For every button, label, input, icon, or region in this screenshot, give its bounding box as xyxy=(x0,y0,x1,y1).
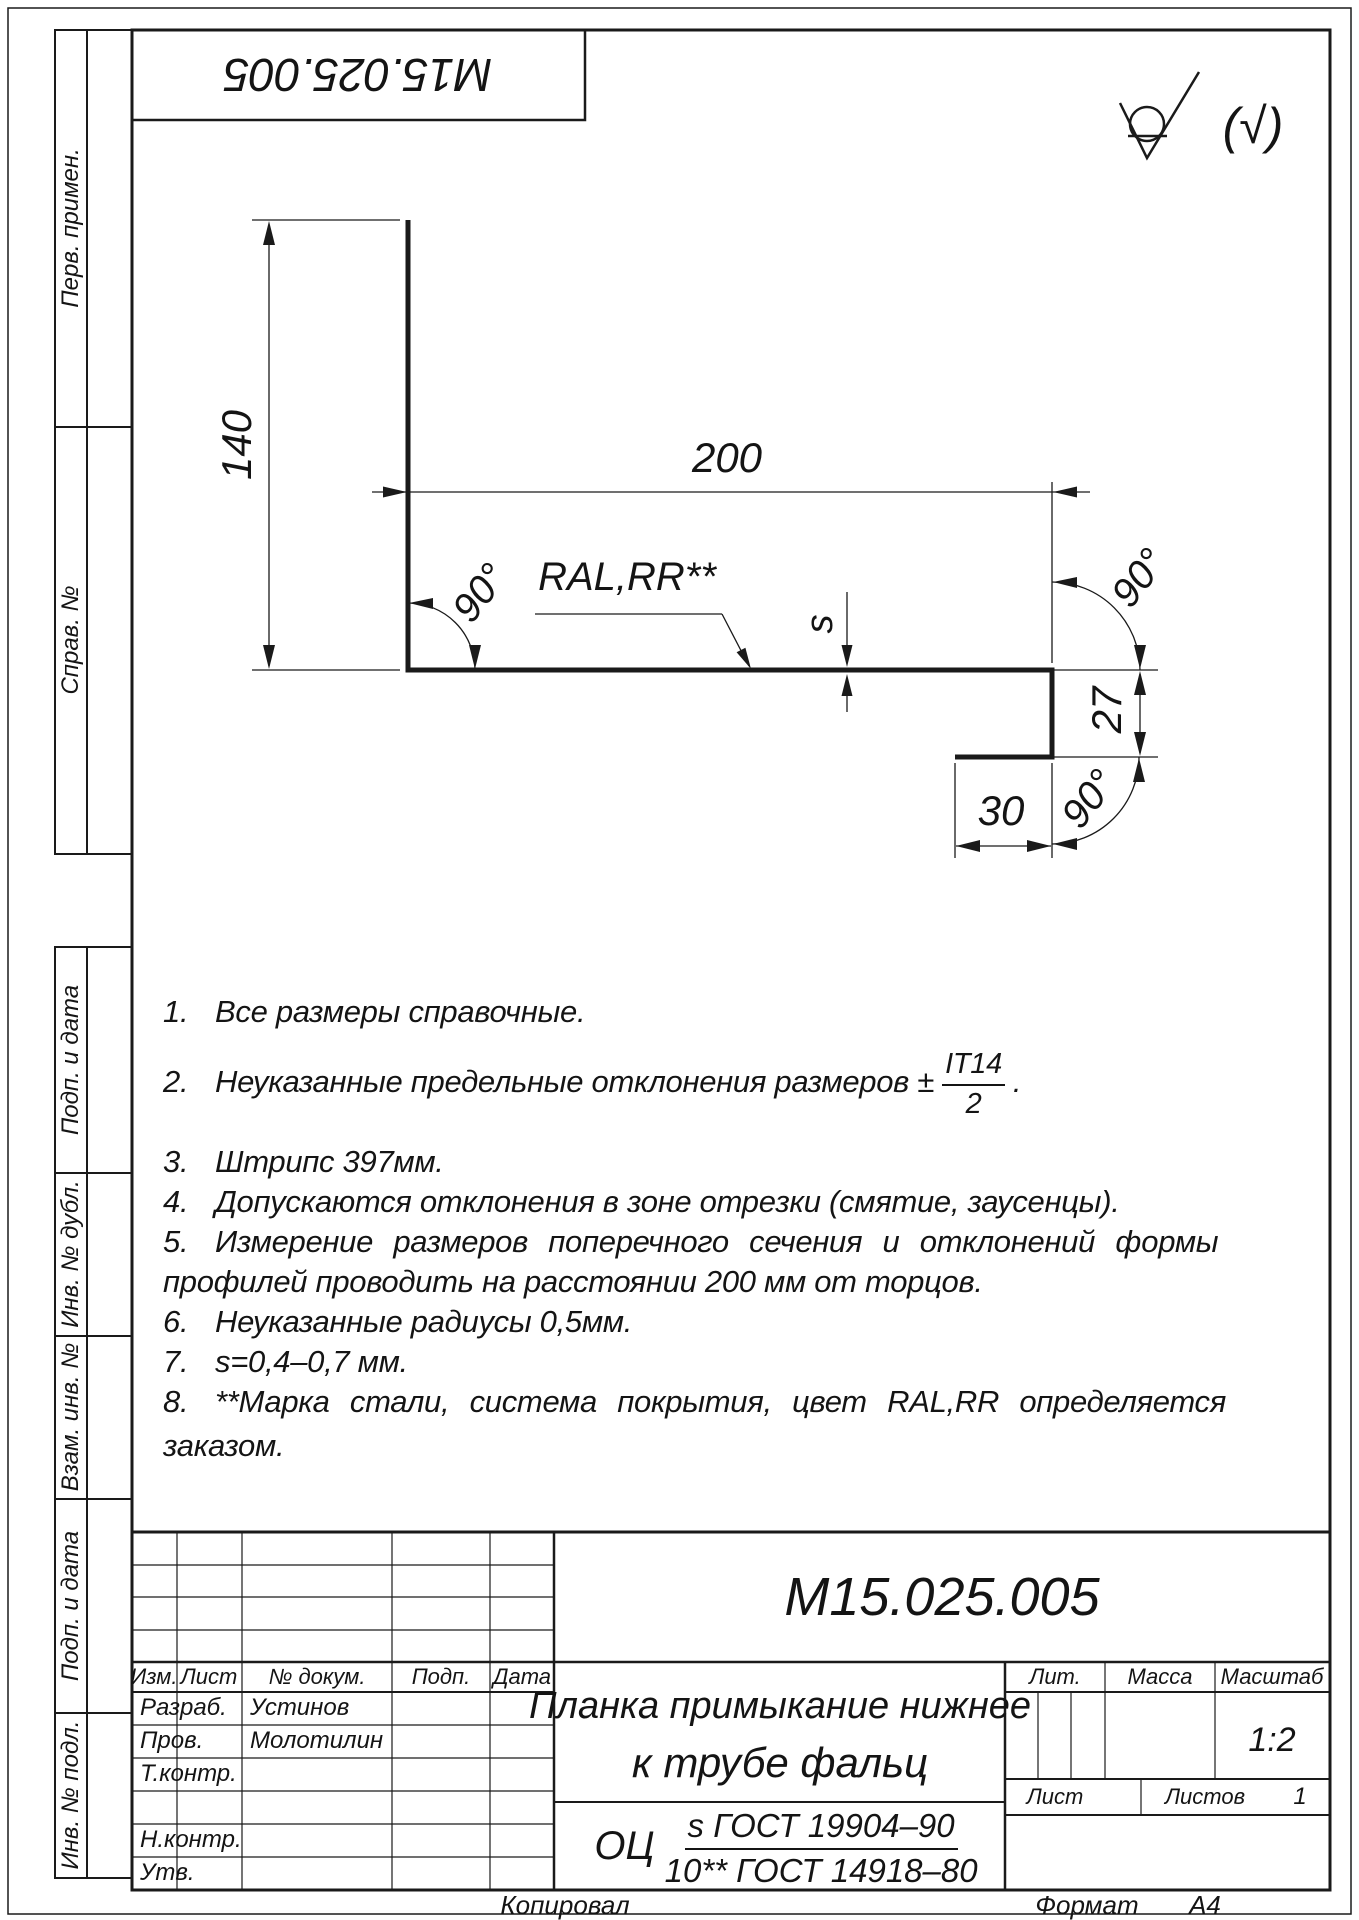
row-tkontr-label: Т.контр. xyxy=(140,1760,237,1787)
margin-label-vzam-inv: Взам. инв. № xyxy=(57,1342,84,1492)
designation: М15.025.005 xyxy=(784,1567,1100,1627)
col-izm: Изм. xyxy=(130,1664,178,1689)
profile-outline xyxy=(408,220,1052,757)
dim-27-label: 27 xyxy=(1083,686,1130,734)
note-7: 7. s=0,4–0,7 мм. xyxy=(163,1344,408,1379)
outer-border xyxy=(8,8,1351,1914)
row-nkontr-label: Н.контр. xyxy=(140,1826,242,1853)
lit-label: Лит. xyxy=(1029,1664,1081,1689)
margin-label-podp-data-2: Подп. и дата xyxy=(57,1530,84,1682)
note-5-cont: профилей проводить на расстоянии 200 мм от торцов. xyxy=(163,1264,983,1299)
note-8: 8. **Марка стали, система покрытия, цвет RAL,RR определяется xyxy=(163,1384,1226,1419)
material-fraction: $\frac{\text{s ГОСТ 19904–90}}{\text{10** ГОСТ 14918–80}}$ xyxy=(664,1806,978,1889)
format-label: Формат xyxy=(1035,1890,1139,1920)
scale-value: 1:2 xyxy=(1248,1721,1296,1759)
margin-label-inv-dubl: Инв. № дубл. xyxy=(57,1180,84,1328)
note-6: 6. Неуказанные радиусы 0,5мм. xyxy=(163,1304,633,1339)
listov-label: Листов xyxy=(1164,1784,1246,1809)
note-8-cont: заказом. xyxy=(163,1428,285,1463)
col-data: Дата xyxy=(492,1664,552,1689)
angle-bottom-right-label: 90° xyxy=(1053,761,1125,837)
margin-label-podp-data-1: Подп. и дата xyxy=(57,984,84,1136)
masshtab-label: Масштаб xyxy=(1220,1664,1324,1689)
note-3: 3. Штрипс 397мм. xyxy=(163,1144,444,1179)
row-prov-label: Пров. xyxy=(140,1727,204,1754)
format-value: А4 xyxy=(1189,1890,1221,1920)
dim-30-label: 30 xyxy=(977,787,1025,834)
margin-label-inv-podl: Инв. № подл. xyxy=(57,1720,84,1870)
part-name-line2: к трубе фальц xyxy=(631,1739,929,1786)
list-label: Лист xyxy=(1026,1784,1084,1809)
coating-label: RAL,RR** xyxy=(538,555,716,599)
angle-top-right-label: 90° xyxy=(1103,540,1175,616)
material-spec xyxy=(570,1804,1002,1888)
note-1: 1. Все размеры справочные. xyxy=(163,994,586,1029)
main-frame xyxy=(132,30,1330,1890)
surface-finish-alt: (√) xyxy=(1222,98,1284,154)
note-4: 4. Допускаются отклонения в зоне отрезки (смятие, заусенцы). xyxy=(163,1184,1120,1219)
part-name-line1: Планка примыкание нижнее xyxy=(528,1685,1032,1727)
col-podp: Подп. xyxy=(411,1664,471,1689)
surface-finish-icon xyxy=(1120,72,1199,158)
thickness-label: s xyxy=(799,614,841,634)
row-utv-label: Утв. xyxy=(140,1859,195,1886)
listov-value: 1 xyxy=(1293,1783,1307,1810)
row-prov-value: Молотилин xyxy=(250,1727,384,1754)
dim-140-label: 140 xyxy=(213,409,260,481)
col-list: Лист xyxy=(180,1664,238,1689)
row-razrab-label: Разраб. xyxy=(140,1694,227,1721)
angle-top-left-label: 90° xyxy=(444,555,516,631)
stamp-top-designation: М15.025.005 xyxy=(223,49,493,101)
note-2-fraction: $\frac{IT14}{2}$ xyxy=(942,1048,1005,1121)
row-razrab-value: Устинов xyxy=(250,1694,350,1721)
col-dokum: № докум. xyxy=(268,1664,366,1689)
dimension-lines xyxy=(252,220,1158,858)
dim-200-label: 200 xyxy=(691,434,763,481)
note-2: 2. Неуказанные предельные отклонения размеров ± $\frac{IT14}{2}$ . xyxy=(163,1047,1022,1120)
note-5: 5. Измерение размеров поперечного сечения и отклонений формы xyxy=(163,1224,1219,1259)
kopiroval-label: Копировал xyxy=(500,1890,630,1920)
margin-label-sprav-no: Справ. № xyxy=(57,585,84,695)
material-prefix: ОЦ xyxy=(594,1823,655,1868)
massa-label: Масса xyxy=(1127,1664,1193,1689)
margin-label-perv-primen: Перв. примен. xyxy=(57,148,84,308)
